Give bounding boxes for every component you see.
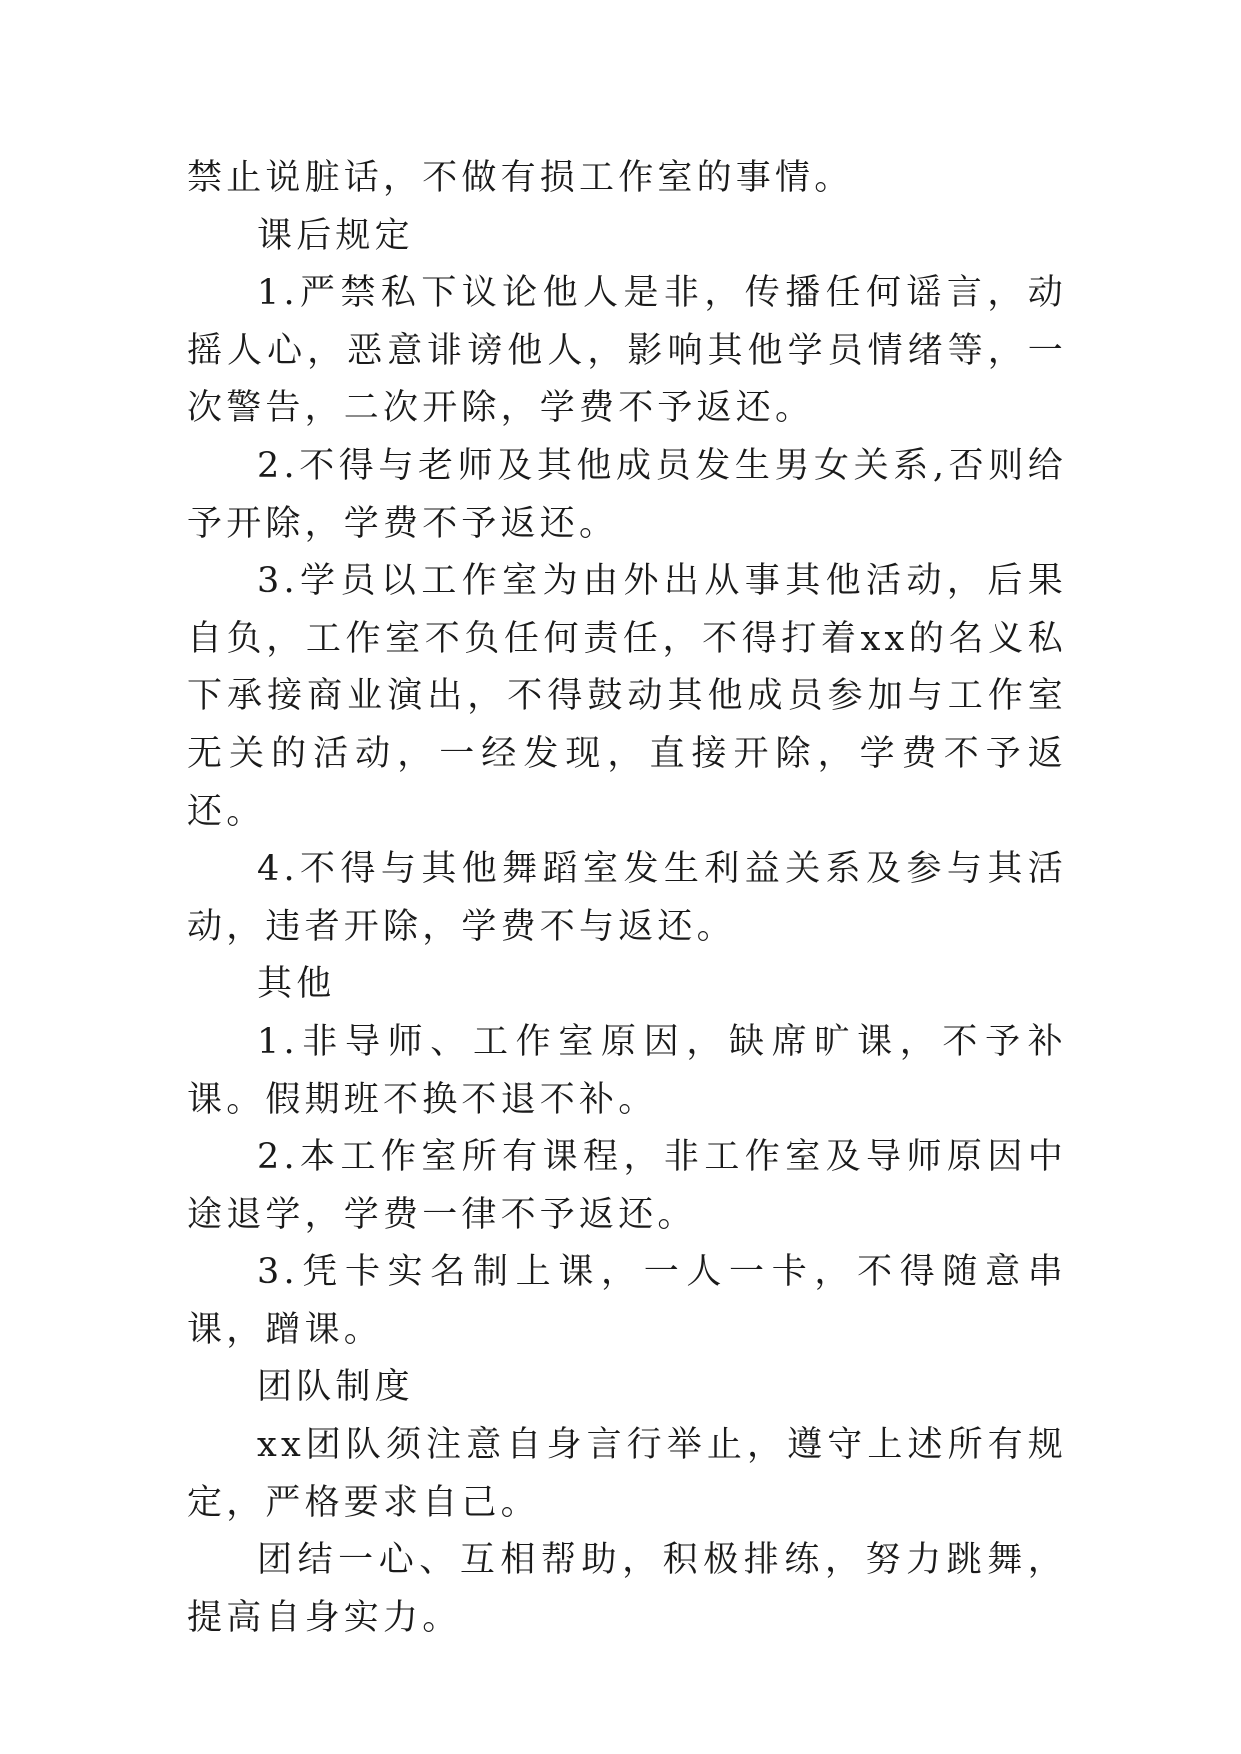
rule-item: 2.本工作室所有课程，非工作室及导师原因中途退学，学费一律不予返还。 xyxy=(187,1137,1067,1235)
rule-item: 4.不得与其他舞蹈室发生利益关系及参与其活动，违者开除，学费不与返还。 xyxy=(187,849,1067,947)
body-paragraph: xx团队须注意自身言行举止，遵守上述所有规定，严格要求自己。 xyxy=(187,1425,1067,1523)
paragraph-continuation: 禁止说脏话，不做有损工作室的事情。 xyxy=(187,158,854,198)
section-heading-other: 其他 xyxy=(257,964,336,1005)
rule-item: 2.不得与老师及其他成员发生男女关系,否则给予开除，学费不予返还。 xyxy=(187,445,1067,544)
rule-item: 3.学员以工作室为由外出从事其他活动，后果自负，工作室不负任何责任，不得打着xx的名义私下承接商业演出，不得鼓动其他成员参加与工作室无关的活动，一经发现，直接开除，学费不予返还。 xyxy=(187,561,1067,832)
section-heading-team-rules: 团队制度 xyxy=(257,1367,414,1408)
rule-item: 3.凭卡实名制上课，一人一卡，不得随意串课，蹭课。 xyxy=(187,1252,1067,1350)
rule-item: 1.非导师、工作室原因，缺席旷课，不予补课。假期班不换不退不补。 xyxy=(187,1021,1067,1120)
rule-item: 1.严禁私下议论他人是非，传播任何谣言，动摇人心，恶意诽谤他人，影响其他学员情绪等，一次警告，二次开除，学费不予返还。 xyxy=(187,273,1067,429)
body-paragraph: 团结一心、互相帮助，积极排练，努力跳舞，提高自身实力。 xyxy=(187,1540,1067,1638)
section-heading-after-class-rules: 课后规定 xyxy=(257,215,414,256)
document-body xyxy=(187,150,1067,1647)
